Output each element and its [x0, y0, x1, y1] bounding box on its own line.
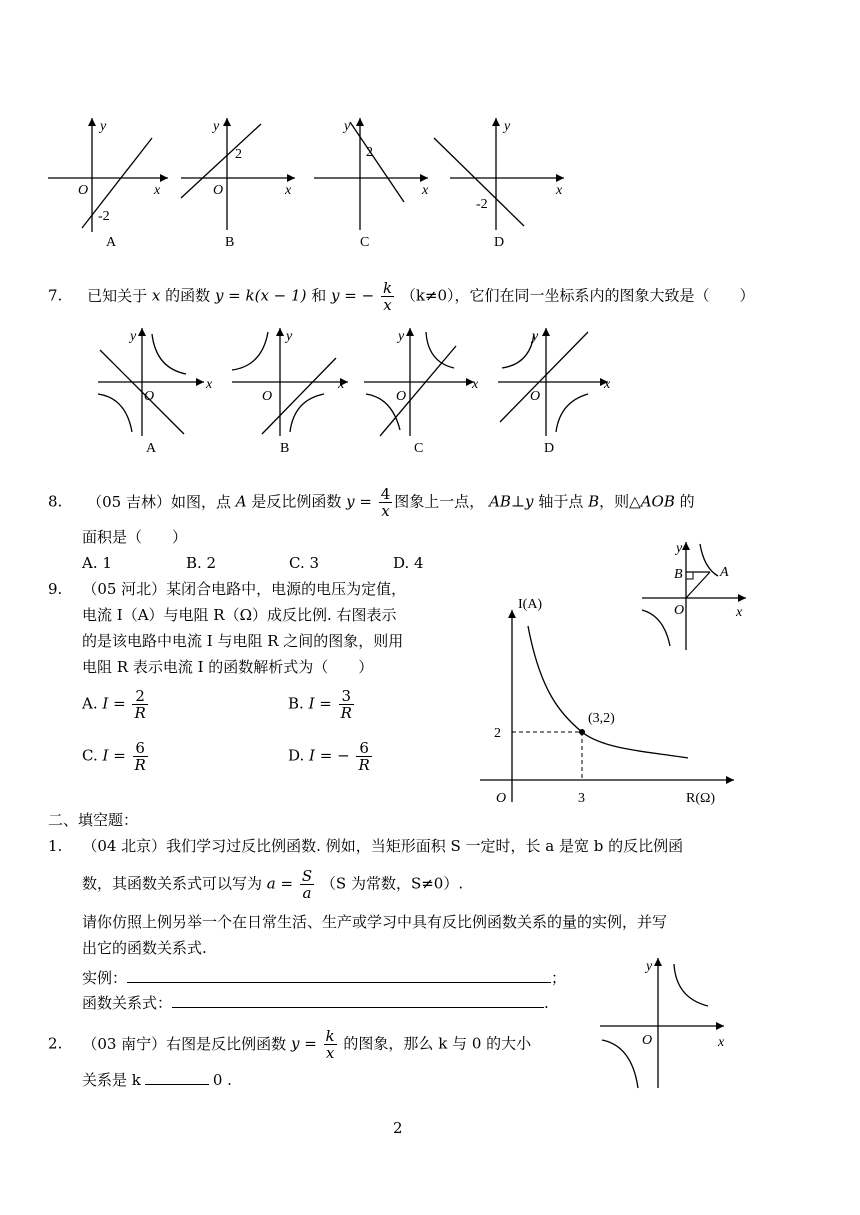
- q6-label-d: D: [494, 235, 505, 250]
- svg-text:y: y: [213, 119, 220, 134]
- q8-fraction: $\frac{4}{x}$: [380, 485, 391, 520]
- f1-line4: 出它的函数关系式.: [82, 939, 207, 957]
- svg-text:B: B: [674, 567, 683, 582]
- q9-tick-x: 3: [578, 791, 585, 806]
- f1-relation-row: 函数关系式： .: [82, 991, 549, 1013]
- q8-option-c: C. 3: [289, 554, 320, 572]
- svg-text:x: x: [285, 183, 292, 198]
- q9-line2: 电流 I（A）与电阻 R（Ω）成反比例. 右图表示: [82, 606, 397, 624]
- svg-text:x: x: [556, 183, 563, 198]
- q9-option-d: D. I = − $\frac{6}{R}$: [288, 739, 370, 774]
- svg-text:x: x: [718, 1035, 725, 1050]
- svg-text:y: y: [130, 329, 137, 344]
- f1-example-row: 实例： ；: [82, 966, 566, 988]
- f1-line2: 数，其函数关系式可以写为 a = $\frac{S}{a}$ （S 为常数，S≠0）.: [82, 867, 464, 902]
- svg-text:x: x: [154, 183, 161, 198]
- section2-title: 二、填空题：: [48, 811, 139, 829]
- q7-graph-a: [92, 322, 222, 462]
- q6-label-b: B: [225, 235, 235, 250]
- q7-graph-d: [494, 322, 624, 462]
- svg-text:O: O: [78, 183, 89, 198]
- q7-cond: （k≠0）: [400, 286, 455, 305]
- q8-option-b: B. 2: [186, 554, 217, 572]
- q7-x: x: [151, 286, 161, 305]
- q7-label-a: A: [146, 441, 157, 456]
- f2-figure: [596, 954, 736, 1094]
- svg-text:y: y: [532, 329, 539, 344]
- q9-option-b: B. I = $\frac{3}{R}$: [288, 687, 352, 722]
- f1-line1: 1. （04 北京）我们学习过反比例函数. 例如，当矩形面积 S 一定时，长 a 是宽 b 的反比例函: [48, 837, 684, 855]
- svg-text:x: x: [422, 183, 429, 198]
- q7-text-a: 已知关于: [87, 286, 148, 305]
- f2-line1: 2. （03 南宁）右图是反比例函数 y = $\frac{k}{x}$ 的图象，那么 k 与 0 的大小: [48, 1027, 532, 1062]
- f2-answer-blank[interactable]: [145, 1068, 209, 1085]
- svg-text:O: O: [674, 603, 685, 618]
- q6-c-intercept: 2: [366, 145, 373, 160]
- svg-text:y: y: [100, 119, 107, 134]
- svg-text:O: O: [530, 389, 541, 404]
- svg-text:x: x: [736, 605, 743, 620]
- q6-d-intercept: -2: [476, 197, 488, 212]
- f2-line2: 关系是 k 0 .: [82, 1068, 232, 1090]
- q9-tick-y: 2: [494, 726, 501, 741]
- svg-text:O: O: [396, 389, 407, 404]
- q7-label-c: C: [414, 441, 424, 456]
- svg-text:y: y: [504, 119, 511, 134]
- q8-number: 8.: [48, 492, 63, 511]
- q7-number: 7.: [48, 286, 63, 305]
- svg-text:x: x: [206, 377, 213, 392]
- q7-question: [48, 280, 755, 313]
- q7-y-eq: y = −: [331, 286, 375, 305]
- svg-text:y: y: [676, 541, 683, 556]
- q7-label-d: D: [544, 441, 555, 456]
- q6-graph-a: [40, 110, 170, 260]
- q9-ylabel: I(A): [518, 597, 543, 612]
- q8-text-a: （05 吉林）如图，点: [87, 492, 231, 511]
- q8-question: 8. （05 吉林）如图，点 A 是反比例函数 y = $\frac{4}{x}$ 图象上一点， AB⊥y 轴于点 B，则△AOB 的: [48, 485, 695, 520]
- q7-text-d: ，它们在同一坐标系内的图象大致是（ ）: [454, 286, 755, 305]
- q9-line3: 的是该电路中电流 I 与电阻 R 之间的图象，则用: [82, 632, 404, 650]
- q9-point: (3,2): [588, 711, 615, 726]
- svg-text:x: x: [472, 377, 479, 392]
- svg-text:x: x: [338, 377, 345, 392]
- svg-text:y: y: [398, 329, 405, 344]
- q8-option-a: A. 1: [82, 554, 112, 572]
- page-number: 2: [393, 1119, 403, 1137]
- q7-graph-b: [228, 322, 358, 462]
- svg-text:O: O: [642, 1033, 653, 1048]
- svg-text:O: O: [213, 183, 224, 198]
- q9-option-a: A. I = $\frac{2}{R}$: [82, 687, 146, 722]
- q7-graph-c: [360, 322, 490, 462]
- q9-line4: 电阻 R 表示电流 I 的函数解析式为（ ）: [82, 658, 374, 676]
- q7-text-b: 的函数: [165, 286, 211, 305]
- q6-b-intercept: 2: [235, 147, 242, 162]
- svg-text:x: x: [604, 377, 611, 392]
- q6-a-intercept: -2: [98, 209, 110, 224]
- q9-option-c: C. I = $\frac{6}{R}$: [82, 739, 146, 774]
- q6-label-c: C: [360, 235, 370, 250]
- q8-line2: 面积是（ ）: [82, 528, 188, 546]
- svg-text:y: y: [286, 329, 293, 344]
- svg-text:A: A: [720, 565, 729, 580]
- svg-text:y: y: [344, 119, 351, 134]
- q9-graph: [476, 590, 746, 810]
- q9-line1: 9. （05 河北）某闭合电路中，电源的电压为定值，: [48, 580, 407, 598]
- f1-line3: 请你仿照上例另举一个在日常生活、生产或学习中具有反比例函数关系的量的实例，并写: [82, 913, 668, 931]
- q6-graph-d: [430, 110, 570, 260]
- q6-label-a: A: [106, 235, 117, 250]
- q7-fraction: $\frac{k}{x}$: [382, 279, 393, 314]
- svg-text:O: O: [262, 389, 273, 404]
- svg-text:y: y: [646, 959, 653, 974]
- q8-option-d: D. 4: [393, 554, 424, 572]
- q6-graph-c: [310, 110, 440, 260]
- q6-graph-b: [175, 110, 305, 260]
- f1-relation-blank[interactable]: [172, 991, 544, 1008]
- q7-label-b: B: [280, 441, 290, 456]
- q9-origin: O: [496, 791, 507, 806]
- svg-text:O: O: [144, 389, 155, 404]
- q9-xlabel: R(Ω): [686, 791, 716, 806]
- q7-text-c: 和: [311, 286, 327, 305]
- f1-example-blank[interactable]: [127, 966, 551, 983]
- q7-func1: y = k(x − 1): [214, 286, 307, 305]
